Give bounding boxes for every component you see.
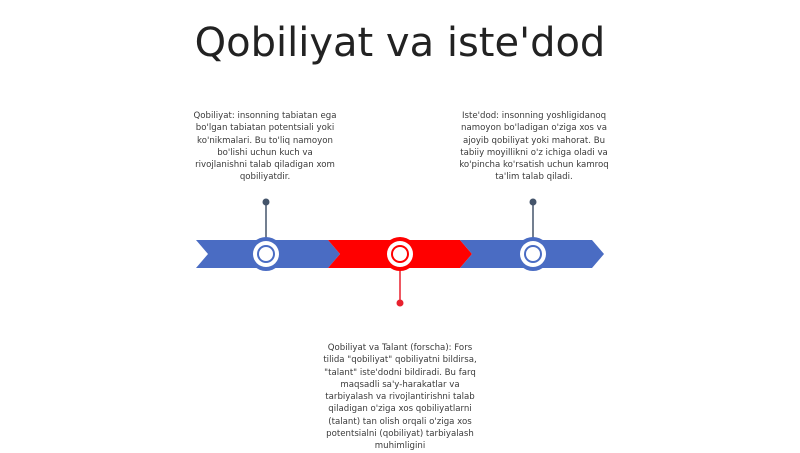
slide-title: Qobiliyat va iste'dod [194, 20, 606, 66]
connector-bottom-dot [397, 300, 404, 307]
connector-right-dot [530, 199, 537, 206]
note-istedod: Iste'dod: insonning yoshligidanoq namoyon bo'ladigan o'ziga xos va ajoyib qobiliyat yoki mahorat. Bu tabiiy moyillikni o'z ichiga oladi va ko'pincha ko'rsatish uchun kamroq ta'lim talab qiladi. [459, 111, 609, 183]
milestone-ring-1-center [259, 247, 273, 261]
milestone-ring-2-center [393, 247, 407, 261]
note-qobiliyat-va-talant: Qobiliyat va Talant (forscha): Fors tilida "qobiliyat" qobiliyatni bildirsa, "talant" iste'dodni bildiradi. Bu farq maqsadli sa'y-harakatlar va tarbiyalash va rivojlantirishni talab qiladigan o'ziga xos qobiliyatlarni (talant) tan olish orqali o'ziga xos potentsialni (qobiliyat) tarbiyalash muhimligini [323, 343, 477, 452]
note-qobiliyat: Qobiliyat: insonning tabiatan ega bo'lgan tabiatan potentsiali yoki ko'nikmalari. Bu to'liq namoyon bo'lishi uchun kuch va rivojlanishni talab qiladigan xom qobiliyatdir. [193, 111, 337, 183]
connector-left-dot [263, 199, 270, 206]
milestone-ring-3-center [526, 247, 540, 261]
